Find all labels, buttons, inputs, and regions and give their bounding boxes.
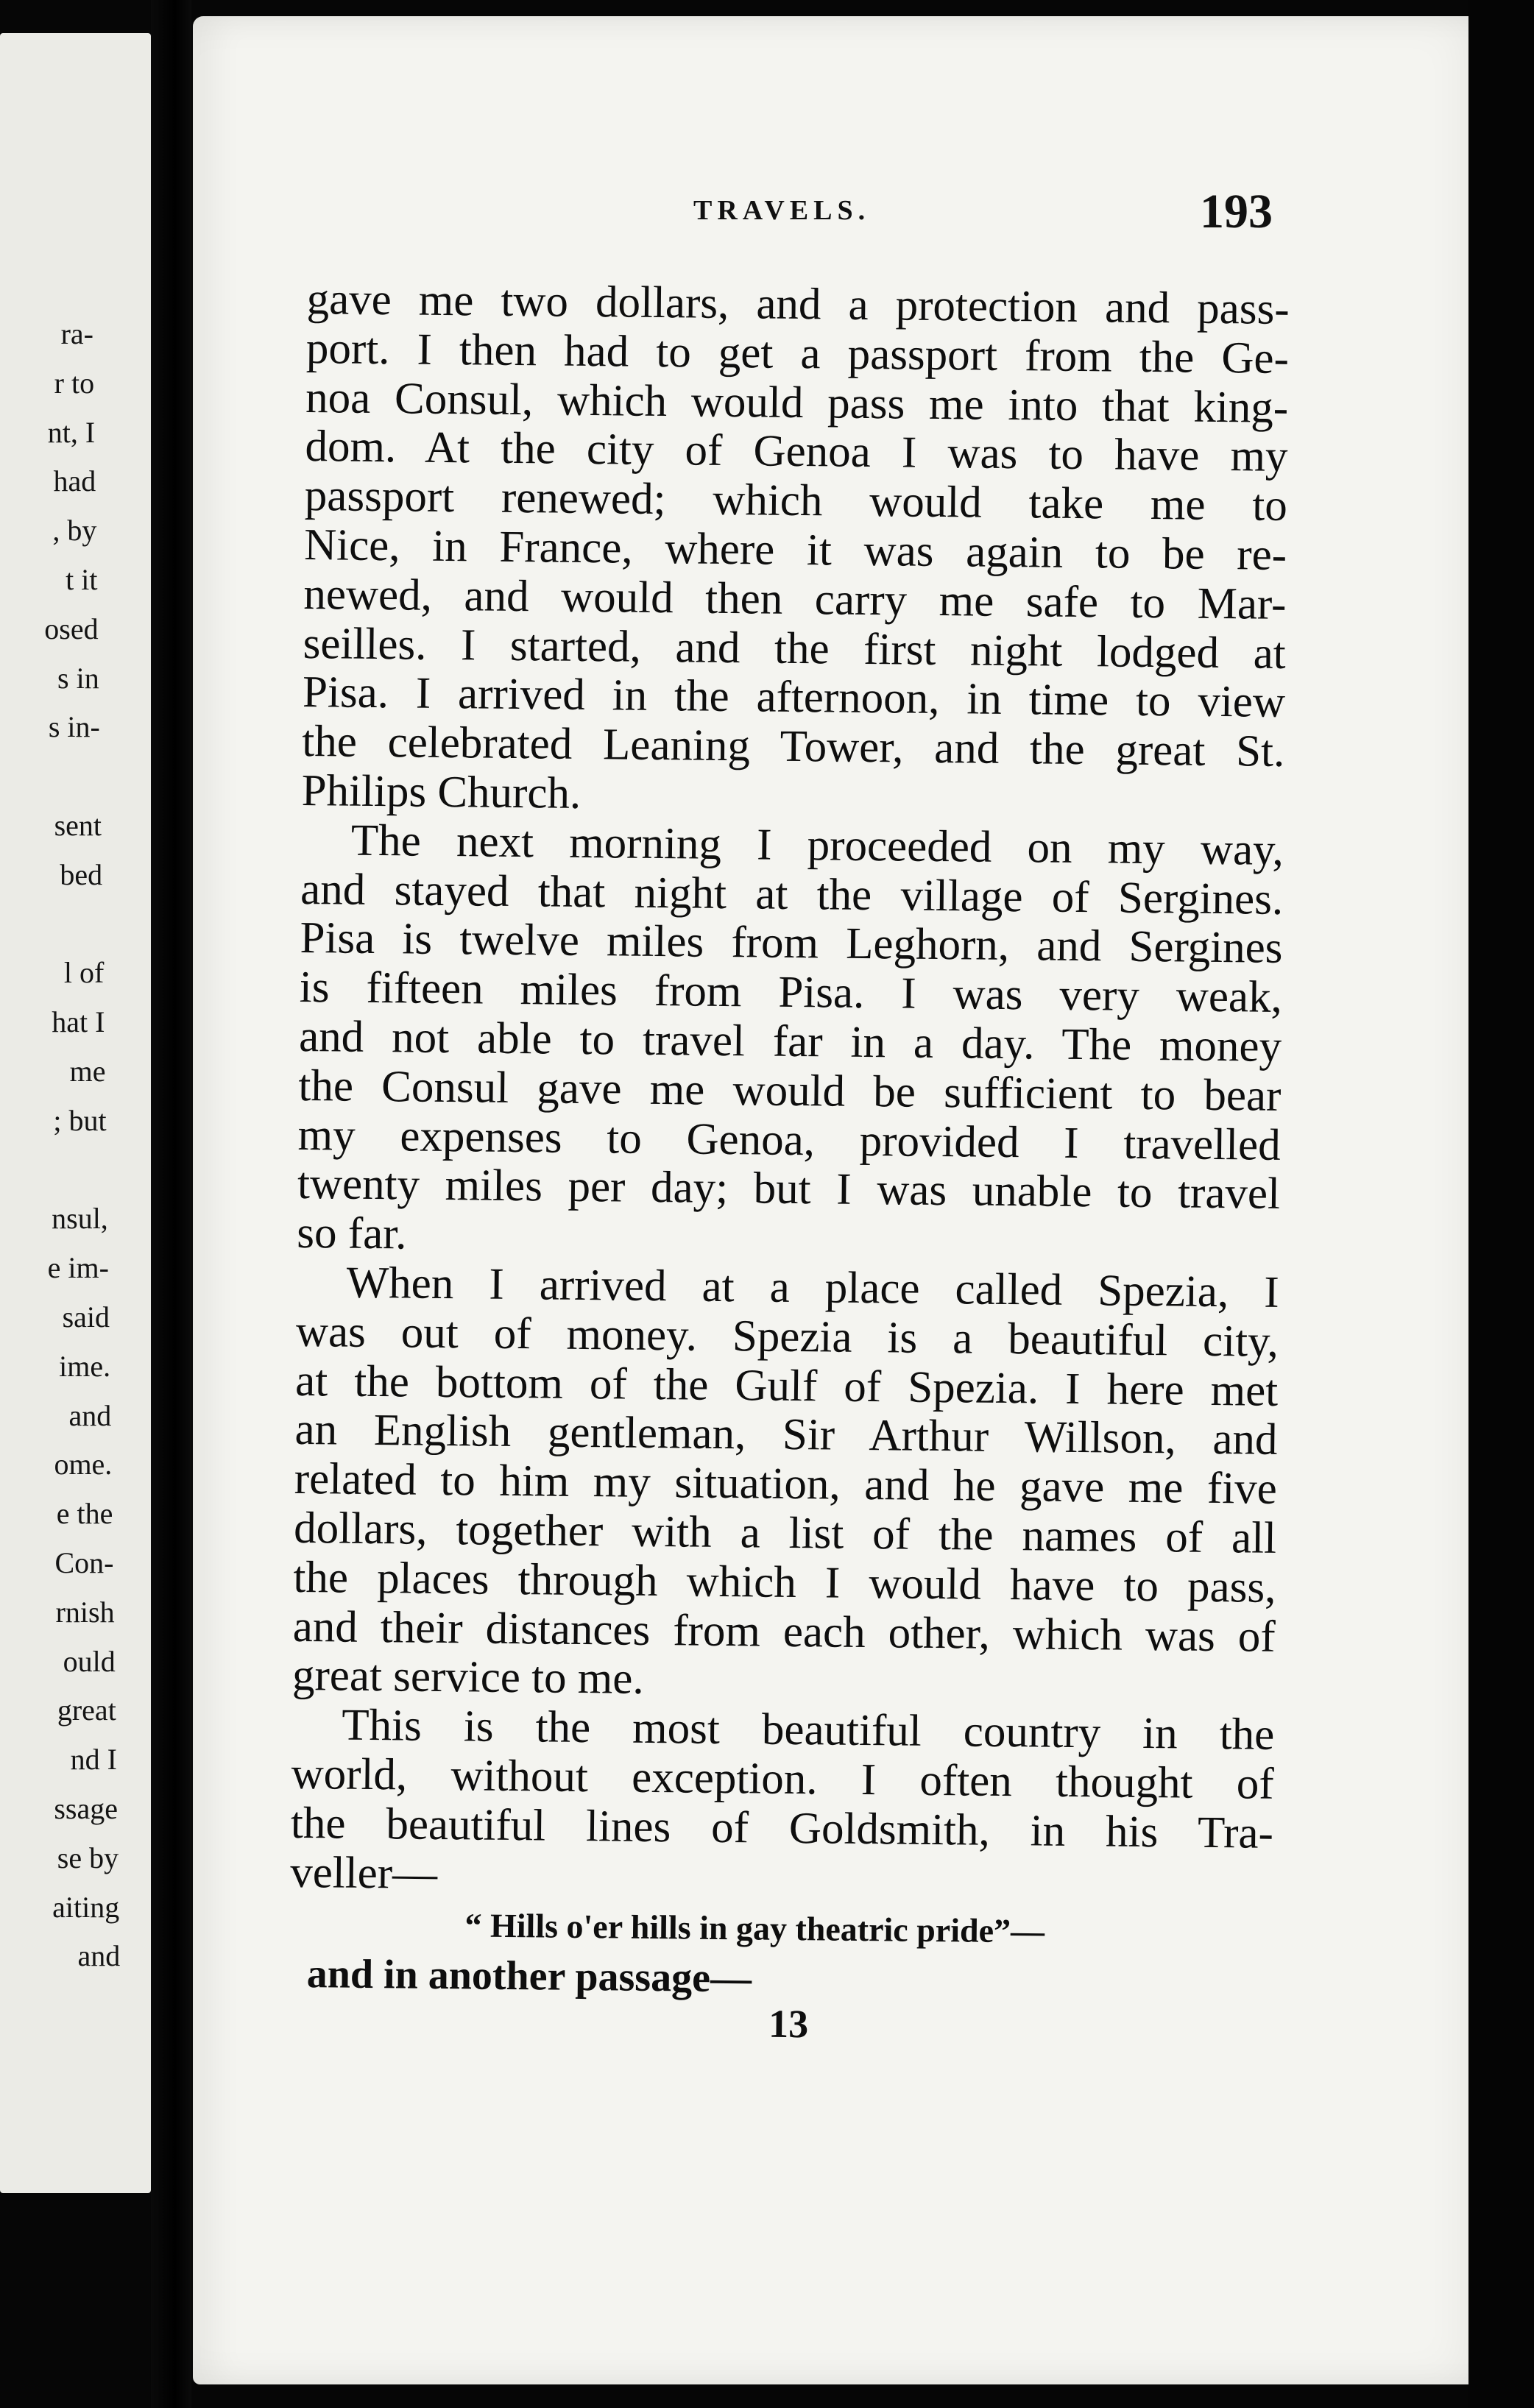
- facing-page-text-fragment: had: [53, 464, 96, 498]
- facing-page-text-fragment: r to: [54, 366, 95, 400]
- facing-page-text-fragment: and: [77, 1939, 121, 1973]
- text-line: was out of money. Spezia is a beautiful city,: [295, 1306, 1279, 1367]
- text-line: at the bottom of the Gulf of Spezia. I here met: [294, 1356, 1279, 1416]
- text-line: related to him my situation, and he gave me five: [294, 1454, 1278, 1515]
- facing-page-text-fragment: s in: [57, 661, 99, 695]
- facing-page-text-fragment: se by: [57, 1841, 119, 1874]
- facing-page-text-fragment: Con-: [54, 1546, 114, 1579]
- facing-page-text-fragment: said: [62, 1300, 110, 1334]
- facing-page-text-fragment: e the: [56, 1497, 113, 1531]
- verse-quotation: “ Hills o'er hills in gay theatric pride”—: [464, 1906, 1045, 1950]
- facing-page-text-fragment: , by: [52, 514, 97, 548]
- text-line: twenty miles per day; but I was unable to travel: [297, 1159, 1281, 1219]
- text-line: great service to me.: [291, 1651, 645, 1704]
- facing-page-text-fragment: bed: [60, 857, 103, 891]
- text-line: and their distances from each other, which was of: [292, 1601, 1276, 1662]
- facing-page-text-fragment: ssage: [54, 1792, 118, 1825]
- facing-page-text-fragment: rnish: [55, 1595, 115, 1629]
- facing-page-fragment: [0, 33, 151, 2193]
- text-line: Philips Church.: [301, 765, 582, 818]
- text-line: This is the most beautiful country in the: [342, 1700, 1275, 1760]
- text-line: dom. At the city of Genoa I was to have my: [305, 422, 1288, 482]
- facing-page-text-fragment: aiting: [52, 1890, 120, 1924]
- facing-page-text-fragment: e im-: [47, 1251, 109, 1285]
- facing-page-text-fragment: hat I: [52, 1005, 105, 1039]
- facing-page-text-fragment: nd I: [70, 1743, 117, 1777]
- text-line: the places through which I would have to pass,: [293, 1552, 1276, 1612]
- book-page: [193, 16, 1496, 2384]
- text-line: noa Consul, which would pass me into that king-: [305, 372, 1289, 433]
- text-line: seilles. I started, and the first night lodged at: [303, 618, 1287, 679]
- text-line: the Consul gave me would be sufficient to bear: [298, 1060, 1282, 1121]
- text-line: Pisa. I arrived in the afternoon, in time to view: [302, 667, 1286, 728]
- page-number: 193: [1200, 185, 1273, 238]
- facing-page-text-fragment: l of: [63, 956, 105, 990]
- facing-page-text-fragment: osed: [44, 612, 99, 645]
- text-line: Nice, in France, where it was again to be re-: [303, 520, 1287, 580]
- facing-page-text-fragment: me: [69, 1055, 106, 1088]
- signature-mark: 13: [768, 2001, 809, 2047]
- running-head: TRAVELS.: [693, 195, 871, 226]
- text-line: When I arrived at a place called Spezia, I: [346, 1258, 1279, 1317]
- text-line: my expenses to Genoa, provided I travelled: [297, 1110, 1282, 1170]
- book-gutter: [151, 0, 191, 2408]
- text-line: and stayed that night at the village of Sergines.: [300, 864, 1284, 924]
- text-line: world, without exception. I often thought of: [291, 1749, 1274, 1809]
- text-line: the celebrated Leaning Tower, and the great St.: [302, 717, 1285, 777]
- facing-page-text-fragment: ; but: [53, 1103, 107, 1137]
- closing-line: and in another passage—: [306, 1951, 752, 2002]
- facing-page-text-fragment: ould: [63, 1644, 116, 1678]
- text-line: the beautiful lines of Goldsmith, in his Tra-: [290, 1798, 1274, 1858]
- facing-page-text-fragment: nt, I: [47, 415, 96, 449]
- facing-page-text-fragment: ra-: [60, 317, 93, 350]
- scan-right-edge: [1468, 0, 1534, 2408]
- facing-page-text-fragment: nsul,: [52, 1202, 108, 1236]
- facing-page-text-fragment: great: [57, 1693, 116, 1727]
- facing-page-text-fragment: and: [68, 1398, 112, 1432]
- facing-page-text-fragment: s in-: [48, 710, 100, 744]
- text-line: gave me two dollars, and a protection and pass-: [306, 275, 1290, 334]
- facing-page-text-fragment: ome.: [54, 1448, 113, 1481]
- text-line: dollars, together with a list of the names of all: [293, 1503, 1277, 1563]
- text-line: The next morning I proceeded on my way,: [350, 815, 1284, 875]
- text-line: passport renewed; which would take me to: [304, 471, 1288, 531]
- text-line: newed, and would then carry me safe to Mar-: [303, 569, 1287, 629]
- text-line: an English gentleman, Sir Arthur Willson, and: [294, 1405, 1278, 1465]
- facing-page-text-fragment: sent: [54, 809, 102, 842]
- facing-page-text-fragment: t it: [66, 563, 98, 596]
- text-line: and not able to travel far in a day. The money: [298, 1011, 1282, 1072]
- body-text: [289, 275, 1290, 2055]
- text-line: veller—: [289, 1847, 438, 1899]
- facing-page-text-fragment: ime.: [59, 1349, 111, 1383]
- text-line: Pisa is twelve miles from Leghorn, and Sergines: [300, 913, 1283, 974]
- text-line: port. I then had to get a passport from the Ge-: [305, 323, 1290, 383]
- text-line: so far.: [297, 1208, 407, 1259]
- text-line: is fifteen miles from Pisa. I was very weak,: [299, 963, 1283, 1023]
